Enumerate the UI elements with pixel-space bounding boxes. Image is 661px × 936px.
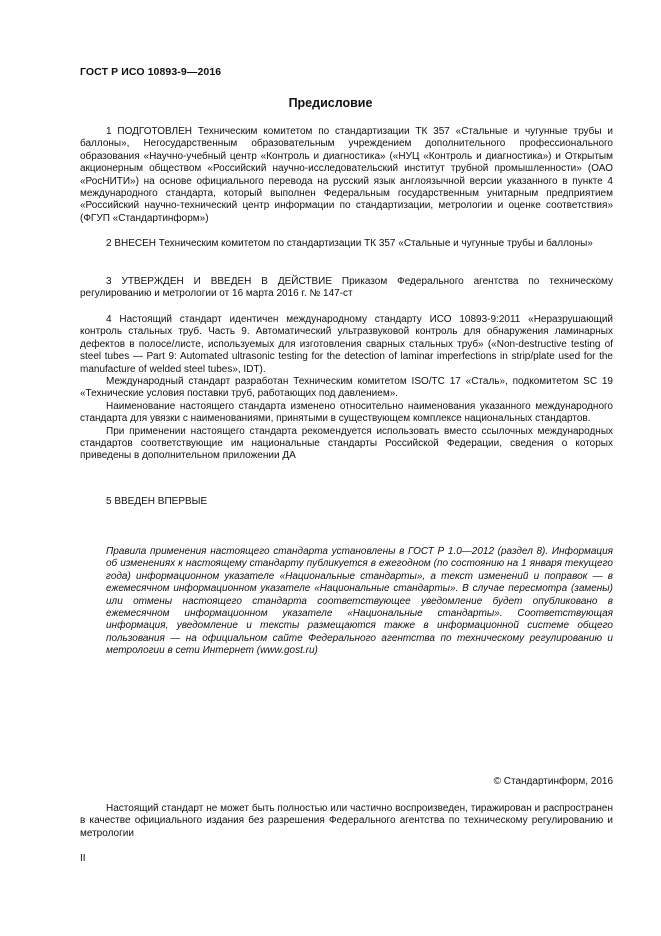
paragraph-4c: Наименование настоящего стандарта изменено относительно наименования указанного международного стандарта для увязки с наименованиями, принятыми в существующем комплексе национальных стандартов. bbox=[80, 400, 613, 425]
notice-text: Правила применения настоящего стандарта установлены в ГОСТ Р 1.0—2012 (раздел 8). Информация об изменениях к настоящему стандарту публикуется в ежегодном (по состоянию на 1 января текущего года) информационном указателе «Национальные стандарты», а текст изменений и поправок — в ежемесячном информационном указателе «Национальные стандарты». В случае пересмотра (замены) или отмены настоящего стандарта соответствующее уведомление будет опубликовано в ежемесячном информационном указателе «Национальные стандарты». Соответствующая информация, уведомление и тексты размещаются также в информационной системе общего пользования — на официальном сайте Федерального агентства по техническому регулированию и метрологии в сети Интернет (www.gost.ru) bbox=[106, 546, 613, 657]
foreword-section-3 bbox=[80, 276, 613, 301]
paragraph-4d: При применении настоящего стандарта рекомендуется использовать вместо ссылочных международных стандартов соответствующие им национальные стандарты Российской Федерации, сведения о которых приведены в дополнительном приложении ДА bbox=[80, 425, 613, 462]
usage-rules-notice bbox=[106, 546, 613, 658]
reproduction-notice bbox=[80, 803, 613, 840]
document-header: ГОСТ Р ИСО 10893-9—2016 bbox=[80, 66, 222, 78]
foreword-section-2 bbox=[80, 238, 613, 250]
reproduction-notice-text: Настоящий стандарт не может быть полностью или частично воспроизведен, тиражирован и распространен в качестве официального издания без разрешения Федерального агентства по техническому регулированию и метрологии bbox=[80, 803, 613, 839]
page-number: II bbox=[80, 853, 86, 864]
copyright: © Стандартинформ, 2016 bbox=[493, 776, 613, 787]
foreword-section-5 bbox=[80, 496, 613, 508]
paragraph-1: 1 ПОДГОТОВЛЕН Техническим комитетом по стандартизации ТК 357 «Стальные и чугунные трубы и баллоны», Негосударственным образовательным учреждением дополнительного профессионального образования «Научно-учебный центр «Контроль и диагностика» («НУЦ «Контроль и диагностика») и Открытым акционерным обществом «Российский научно-исследовательский институт трубной промышленности» (ОАО «РосНИТИ») на основе официального перевода на русский язык англоязычной версии указанного в пункте 4 международного стандарта, который выполнен Федеральным государственным унитарным предприятием «Российский научно-технический центр информации по стандартизации, метрологии и оценке соответствия» (ФГУП «Стандартинформ») bbox=[80, 126, 613, 224]
paragraph-2: 2 ВНЕСЕН Техническим комитетом по стандартизации ТК 357 «Стальные и чугунные трубы и баллоны» bbox=[106, 238, 593, 249]
foreword-section-1 bbox=[80, 126, 613, 225]
paragraph-4a: 4 Настоящий стандарт идентичен международному стандарту ИСО 10893-9:2011 «Неразрушающий контроль стальных труб. Часть 9. Автоматический ультразвуковой контроль для обнаружения ламинарных дефектов в полосе/листе, используемых для изготовления сварных стальных труб» («Non-destructive testing of steel tubes — Part 9: Automated ultrasonic testing for the detection of laminar imperfections in strip/plate used for the manufacture of welded steel tubes», IDT). bbox=[80, 314, 613, 375]
paragraph-5: 5 ВВЕДЕН ВПЕРВЫЕ bbox=[106, 496, 208, 507]
foreword-section-4 bbox=[80, 314, 613, 463]
paragraph-4b: Международный стандарт разработан Техническим комитетом ISO/TC 17 «Сталь», подкомитетом SC 19 «Технические условия поставки труб, работающих под давлением». bbox=[80, 376, 613, 400]
paragraph-3: 3 УТВЕРЖДЕН И ВВЕДЕН В ДЕЙСТВИЕ Приказом Федерального агентства по техническому регулированию и метрологии от 16 марта 2016 г. № 147-ст bbox=[80, 276, 613, 300]
page-title: Предисловие bbox=[288, 96, 373, 110]
